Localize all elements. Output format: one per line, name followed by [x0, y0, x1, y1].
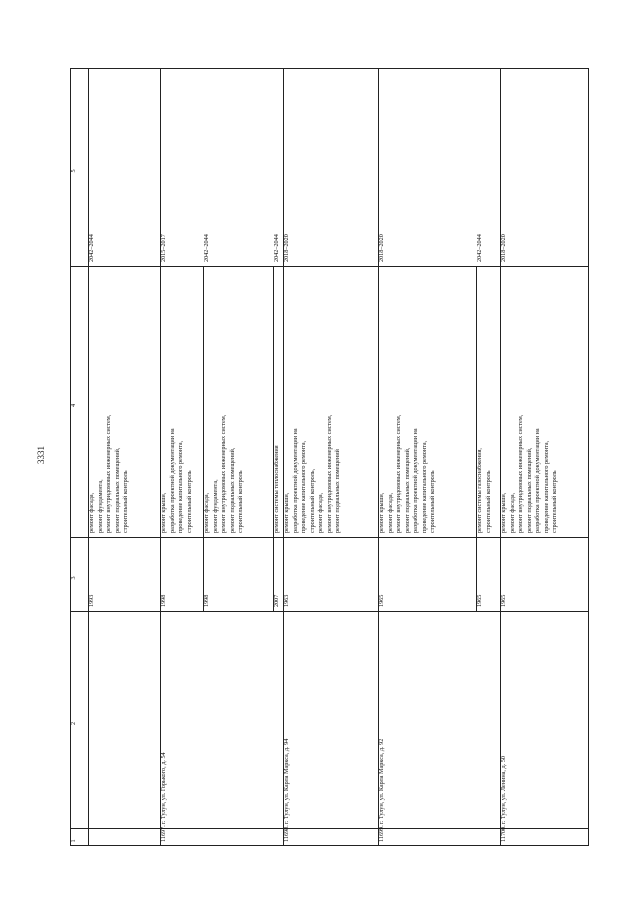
- repair-period-line: 2042–2044: [273, 234, 280, 262]
- repair-period-line: 2042–2044: [88, 234, 95, 262]
- repair-period: [203, 68, 273, 266]
- row-address: [500, 611, 589, 828]
- row-number: [378, 825, 500, 846]
- repair-works-line: ремонт фасада,: [386, 492, 394, 533]
- repair-works-line: ремонт крыши,: [160, 492, 167, 533]
- repair-period: [378, 68, 476, 266]
- repair-works: [283, 266, 378, 537]
- page-number: [31, 440, 51, 470]
- repair-works-line: ремонт фундамента,: [211, 479, 219, 533]
- repair-period: [160, 68, 203, 266]
- row-number-line: 11698.: [283, 825, 290, 842]
- repair-works-line: ремонт фасада,: [88, 492, 95, 533]
- row-address-line: г. Тулун, ул. Карла Маркса, д. 94: [283, 738, 290, 824]
- row-address: [88, 611, 160, 828]
- row-number-line: [88, 828, 97, 842]
- row-number: [160, 825, 283, 846]
- repair-works-line: ремонт подвальных помещений,: [403, 447, 411, 533]
- repair-works-line: строительный контроль,: [308, 468, 316, 533]
- repair-period-line: 2042–2044: [203, 234, 210, 262]
- build-year: [283, 537, 378, 611]
- build-year-line: 1965: [500, 594, 507, 607]
- capital-repair-table: [70, 68, 589, 846]
- row-address-line: [88, 611, 97, 824]
- build-year: [273, 537, 283, 611]
- header-label: 3: [70, 576, 77, 580]
- repair-works-line: ремонт внутридомовых инженерных систем,: [220, 414, 228, 533]
- repair-works-line: ремонт крыши,: [283, 492, 290, 533]
- header-label: 2: [70, 721, 77, 726]
- repair-period-line: 2018–2020: [378, 234, 385, 262]
- build-year-line: 2007: [273, 594, 280, 607]
- repair-works-line: разработка проектной документации на: [534, 428, 542, 533]
- repair-period: [500, 68, 589, 266]
- row-address-line: г. Тулун, ул. Карла Маркса, д. 92: [378, 738, 385, 824]
- header-c2: [70, 611, 88, 828]
- row-number-line: 11699.: [378, 825, 385, 842]
- row-number: [500, 825, 589, 846]
- row-number: [283, 825, 378, 846]
- repair-works-line: ремонт крыши,: [500, 492, 507, 533]
- build-year-line: 1965: [378, 594, 385, 607]
- repair-period-line: 2018–2020: [283, 234, 290, 262]
- repair-works-line: строительный контроль: [122, 470, 130, 533]
- page-number-text: 3331: [36, 446, 46, 464]
- repair-works: [203, 266, 273, 537]
- build-year-line: 1998: [160, 594, 167, 607]
- repair-period: [88, 68, 160, 266]
- build-year: [88, 537, 160, 611]
- build-year: [500, 537, 589, 611]
- repair-works-line: ремонт крыши,: [378, 492, 385, 533]
- repair-works-line: ремонт подвальных помещений,: [525, 447, 533, 533]
- row-number-line: 11697.: [160, 825, 167, 842]
- repair-period-line: 2018–2020: [500, 234, 507, 262]
- repair-works-line: строительный контроль: [484, 470, 492, 533]
- header-c5: [70, 68, 88, 266]
- row-address: [160, 611, 283, 828]
- repair-works-line: строительный контроль: [429, 470, 437, 533]
- repair-works: [160, 266, 203, 537]
- repair-works-line: ремонт фасада,: [508, 492, 516, 533]
- repair-works-line: разработка проектной документации на: [168, 428, 176, 533]
- repair-works-line: разработка проектной документации на: [291, 428, 299, 533]
- repair-works-line: ремонт подвальных помещений: [334, 449, 342, 533]
- repair-works: [476, 266, 500, 537]
- build-year-line: 1963: [283, 594, 290, 607]
- header-label: 4: [70, 403, 77, 408]
- row-number-line: 11700.: [500, 825, 507, 842]
- repair-works-line: ремонт фасада,: [203, 492, 210, 533]
- build-year: [476, 537, 500, 611]
- row-address: [378, 611, 500, 828]
- build-year-line: 1993: [88, 594, 95, 607]
- build-year: [378, 537, 476, 611]
- header-label: 1: [70, 839, 77, 843]
- row-address-line: г. Тулун, ул. Горького, д. 54: [160, 752, 167, 824]
- repair-works-line: ремонт фасада,: [317, 492, 325, 533]
- repair-works-line: ремонт подвальных помещений,: [113, 447, 121, 533]
- repair-period: [476, 68, 500, 266]
- repair-works-line: ремонт внутридомовых инженерных систем,: [325, 414, 333, 533]
- header-c4: [70, 266, 88, 537]
- repair-works-line: проведение капитального ремонта,: [542, 440, 550, 533]
- repair-works-line: ремонт фундамента,: [96, 479, 104, 533]
- repair-works-line: проведение капитального ремонта,: [420, 440, 428, 533]
- repair-works: [273, 266, 283, 537]
- repair-works-line: проведение капитального ремонта,: [177, 440, 185, 533]
- build-year: [160, 537, 203, 611]
- repair-period-line: 2015–2017: [160, 234, 167, 262]
- header-label: 5: [70, 169, 77, 173]
- row-address-line: г. Тулун, ул. Ленина, д. 50: [500, 756, 507, 824]
- repair-period: [283, 68, 378, 266]
- repair-works-line: разработка проектной документации на: [412, 428, 420, 533]
- build-year-line: 1965: [476, 594, 483, 607]
- row-number: [88, 828, 160, 846]
- repair-period: [273, 68, 283, 266]
- repair-works-line: ремонт внутридомовых инженерных систем,: [105, 414, 113, 533]
- repair-works-line: ремонт системы теплоснабжения: [273, 445, 280, 533]
- header-c3: [70, 537, 88, 611]
- repair-works-line: строительный контроль: [237, 470, 245, 533]
- repair-works-line: строительный контроль: [185, 470, 193, 533]
- row-address: [283, 611, 378, 828]
- repair-period-line: 2042–2044: [476, 234, 483, 262]
- repair-works: [88, 266, 160, 537]
- repair-works-line: ремонт подвальных помещений,: [228, 447, 236, 533]
- repair-works: [378, 266, 476, 537]
- repair-works-line: проведение капитального ремонта,: [300, 440, 308, 533]
- repair-works: [500, 266, 589, 537]
- repair-works-line: ремонт внутридомовых инженерных систем,: [395, 414, 403, 533]
- build-year-line: 1998: [203, 594, 210, 607]
- repair-works-line: строительный контроль: [551, 470, 559, 533]
- repair-works-line: ремонт внутридомовых инженерных систем,: [517, 414, 525, 533]
- build-year: [203, 537, 273, 611]
- repair-works-line: ремонт системы газоснабжения,: [476, 448, 483, 533]
